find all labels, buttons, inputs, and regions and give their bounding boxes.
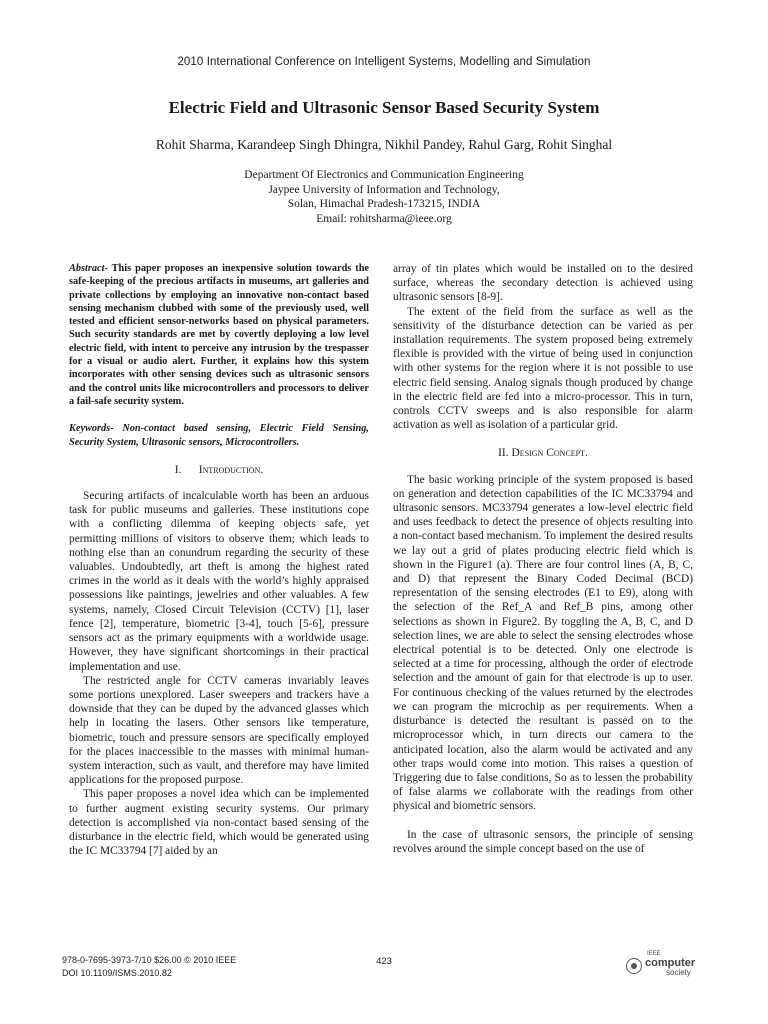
footer-isbn: 978-0-7695-3973-7/10 $26.00 © 2010 IEEE <box>62 955 237 965</box>
logo-small-text: IEEE <box>647 951 661 957</box>
section-title: Introduction. <box>198 463 264 476</box>
abstract-text: This paper proposes an inexpensive solution towards the safe-keeping of the precious artifacts in museums, art galleries and private collections by employing an innovative non-contact based sensing mechanism clubbed with some of the previously used, well tested and efficient sensor-networks based on physical parameters. Such security standards are met by covertly deploying a low level electric field, with intent to perceive any intrusion by the trespasser for a visual or audio alert. Further, it explains how this system incorporates with other sensing devices such as ultrasonic sensors and the control units like microcontrollers and processors to deliver a fail-safe security system. <box>69 263 369 407</box>
intro-paragraph-1: Securing artifacts of incalculable worth has been an arduous task for public museums and galleries. These institutions cope with a conflicting dilemma of keeping objects safe, yet permitting millions of visitors to observe them; which leads to nothing else than an conundrum regarding the security of these valuables. Undoubtedly, art theft is among the highest rated crimes in the world as it deals with the world’s highly appraised possessions like paintings, jewelries and other valuables. A few systems, namely, Closed Circuit Television (CCTV) [1], laser fence [2], temperature, biometric [3-4], touch [5-6], pressure sensors act as the primary equipments with a worldwide usage. However, they have significant shortcomings in their practical implementation and use. <box>69 490 369 673</box>
intro-paragraph-2: The restricted angle for CCTV cameras invariably leaves some portions unexplored. Laser sweepers and trackers have a downside that they can be duped by the advanced glasses which help in locating the lasers. Other sensors like temperature, biometric, touch and pressure sensors are specifically employed for the places inaccessible to the masses with minimal human-system interaction, such as vault, and therefore may have limited applications for the proposed purpose. <box>69 674 369 787</box>
affiliation-department: Department Of Electronics and Communication Engineering <box>244 169 524 181</box>
paper-title: Electric Field and Ultrasonic Sensor Based Security System <box>168 98 600 117</box>
logo-main-text: computer <box>645 957 696 969</box>
page-number: 423 <box>376 956 392 967</box>
logo-mark-icon <box>626 958 642 974</box>
conference-header: 2010 International Conference on Intelligent Systems, Modelling and Simulation <box>177 56 591 68</box>
continuation-paragraph: array of tin plates which would be installed on to the desired surface, whereas the secondary detection is achieved using ultrasonic sensors [8-9]. <box>393 263 693 304</box>
footer-doi: DOI 10.1109/ISMS.2010.82 <box>62 968 172 978</box>
design-paragraph-1: The basic working principle of the system proposed is based on generation and detection capabilities of the IC MC33794 and ultrasonic sensors. MC33794 generates a low-level electric field and uses feedback to detect the presence of objects resulting into a non-contact based mechanism. To implement the desired results we lay out a grid of plates producing electric field which is shown in the Figure1 (a). There are four control lines (A, B, C, and D) that represent the Binary Coded Decimal (BCD) representation of the sensing electrodes (E1 to E9), along with the selection of the Ref_A and Ref_B pins, among other selections as shown in Figure2. By toggling the A, B, C, and D selection lines, we are able to select the sensing electrodes whose electrical potential is to be detected. Only one electrode is selected at a time for processing, although the order of electrode selection and the amount of gain for that electrode is up to user. For continuous checking of the values returned by the electrodes we can program the microchip as per requirements. When a disturbance is detected the resultant is passed on to the microprocessor which, in turn directs our camera to the anticipated location, also the alarm would be activated and any other traps would come into motion. This raises a question of Triggering due to false conditions, So as to lessen the probability of false alarms we collaborate with the readings from other physical and biometric sensors. <box>393 473 693 813</box>
paper-authors: Rohit Sharma, Karandeep Singh Dhingra, Nikhil Pandey, Rahul Garg, Rohit Singhal <box>155 137 613 152</box>
abstract-label: Abstract- <box>69 263 108 274</box>
affiliation-university: Jaypee University of Information and Technology, <box>268 183 500 196</box>
affiliation-email: Email: rohitsharma@ieee.org <box>316 212 452 225</box>
affiliation-location: Solan, Himachal Pradesh-173215, INDIA <box>287 198 481 210</box>
design-paragraph-2: In the case of ultrasonic sensors, the principle of sensing revolves around the simple concept based on the use of <box>393 828 693 855</box>
paragraph-gap <box>393 814 693 828</box>
abstract <box>69 262 369 408</box>
intro-paragraph-3: This paper proposes a novel idea which can be implemented to further augment existing security systems. Our primary detection is accomplished via non-contact based sensing of the disturbance in the electric field, which would be generated using the IC MC33794 [7] aided by an <box>69 788 369 858</box>
affiliation-block <box>0 168 768 226</box>
right-column <box>393 262 693 856</box>
section-number: I. <box>174 463 182 476</box>
section-heading-introduction <box>69 463 369 477</box>
section-heading-design-concept: II. Design Concept. <box>498 447 588 460</box>
ieee-computer-society-logo <box>626 950 706 980</box>
logo-society-text: society <box>666 968 691 977</box>
keywords: Keywords- Non-contact based sensing, Electric Field Sensing, Security System, Ultrasonic sensors, Microcontrollers. <box>69 423 369 448</box>
left-column <box>69 262 369 858</box>
right-paragraph-2: The extent of the field from the surface as well as the sensitivity of the disturbance detection can be varied as per installation requirements. The system proposed being extremely flexible is provided with the virtue of being used in conjunction with other systems for the region where it is not possible to use electric field sensing. Analog signals though produced by change in the electric field are fed into a micro-processor. This in turn, controls CCTV sweeps and is also responsible for alarm activation as well as isolation of a particular grid. <box>393 305 693 432</box>
